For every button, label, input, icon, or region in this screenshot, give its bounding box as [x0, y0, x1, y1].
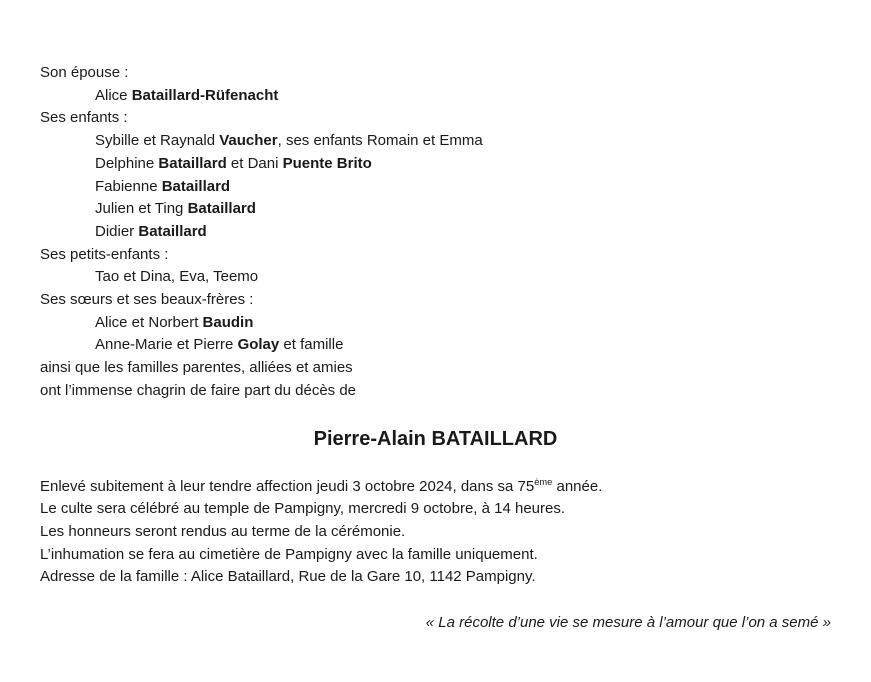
surname-bold-text: Bataillard — [187, 200, 256, 218]
burial-line — [40, 544, 831, 567]
text-segment: année. — [552, 477, 603, 495]
closing-line — [40, 380, 831, 403]
relation-label-grandchildren — [40, 244, 831, 267]
text-segment: Adresse de la famille : Alice Bataillard, Rue de la Gare 10, 1142 Pampigny. — [40, 568, 536, 586]
relation-label-spouse — [40, 62, 831, 85]
surname-bold-text: Baudin — [202, 313, 254, 331]
surname-bold-text: Bataillard — [158, 154, 227, 172]
text-segment: ainsi que les familles parentes, alliées et amies — [40, 359, 353, 377]
text-segment: Alice et Norbert — [95, 313, 203, 331]
surname-bold-text: Bataillard — [138, 222, 207, 240]
relation-label-children — [40, 107, 831, 130]
family-member — [40, 85, 831, 108]
family-member — [40, 266, 831, 289]
text-segment: L’inhumation se fera au cimetière de Pampigny avec la famille uniquement. — [40, 545, 538, 563]
text-segment: Ses sœurs et ses beaux-frères : — [40, 291, 254, 309]
honors-line — [40, 521, 831, 544]
deceased-name: Pierre-Alain BATAILLARD — [313, 427, 558, 450]
service-details-line — [40, 498, 831, 521]
text-segment: Les honneurs seront rendus au terme de la cérémonie. — [40, 522, 406, 540]
family-address-line — [40, 566, 831, 589]
text-segment: et famille — [279, 336, 344, 354]
text-segment: Sybille et Raynald — [95, 132, 220, 150]
surname-bold-text: Golay — [237, 336, 280, 354]
family-member — [40, 198, 831, 221]
family-member — [40, 312, 831, 335]
text-segment: Alice — [95, 86, 132, 104]
family-member — [40, 221, 831, 244]
text-segment: Delphine — [95, 154, 159, 172]
family-list — [40, 62, 831, 403]
text-segment: Anne-Marie et Pierre — [95, 336, 238, 354]
surname-bold-text: Bataillard-Rüfenacht — [131, 86, 279, 104]
announcement-paragraph — [40, 476, 831, 590]
text-segment: et Dani — [226, 154, 283, 172]
family-member — [40, 130, 831, 153]
text-segment: Ses enfants : — [40, 109, 128, 127]
text-segment: , ses enfants Romain et Emma — [277, 132, 483, 150]
text-segment: Son épouse : — [40, 64, 129, 81]
memorial-quote: « La récolte d’une vie se mesure à l’amour que l’on a semé » — [425, 614, 831, 632]
text-segment: Ses petits-enfants : — [40, 245, 169, 263]
text-segment: ont l’immense chagrin de faire part du décès de — [40, 381, 357, 399]
text-segment: Julien et Ting — [95, 200, 188, 218]
closing-line — [40, 357, 831, 380]
surname-bold-text: Bataillard — [161, 177, 231, 195]
surname-bold-text: Puente Brito — [282, 154, 372, 172]
text-segment: Didier — [95, 222, 139, 240]
text-segment: Tao et Dina, Eva, Teemo — [95, 268, 259, 286]
surname-bold-text: Vaucher — [219, 132, 278, 150]
ordinal-superscript: ème — [534, 476, 553, 487]
family-member — [40, 334, 831, 357]
family-member — [40, 153, 831, 176]
text-segment: Fabienne — [95, 177, 162, 195]
relation-label-sisters — [40, 289, 831, 312]
text-segment: Enlevé subitement à leur tendre affection jeudi 3 octobre 2024, dans sa 75 — [40, 477, 535, 495]
death-details-line — [40, 476, 831, 499]
text-segment: Le culte sera célébré au temple de Pampigny, mercredi 9 octobre, à 14 heures. — [40, 500, 566, 518]
family-member — [40, 176, 831, 199]
